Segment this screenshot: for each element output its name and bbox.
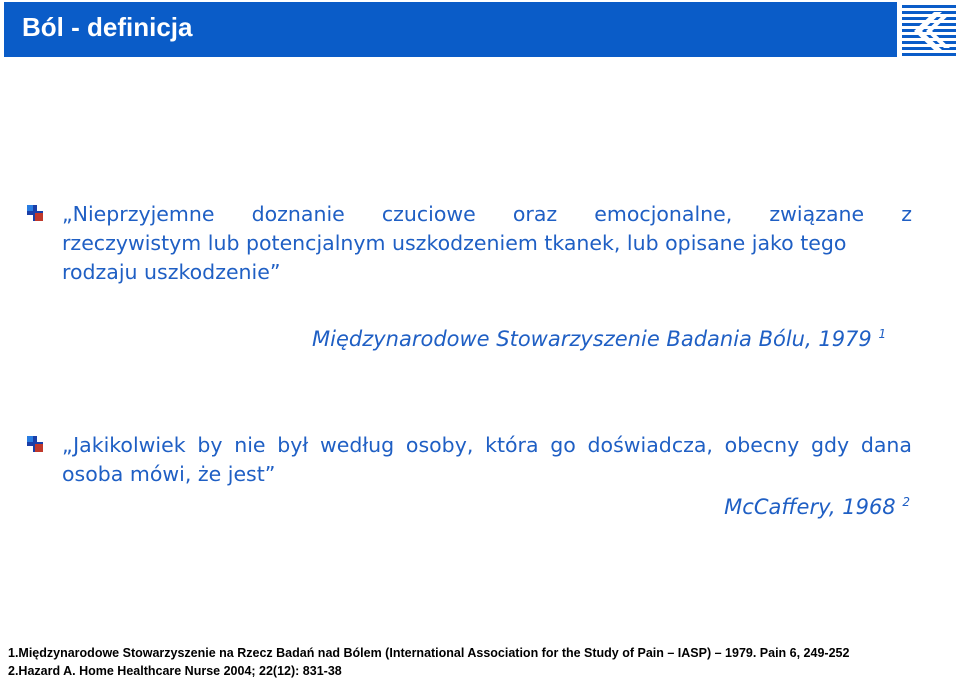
citation-1-ref: 1 xyxy=(878,327,887,341)
bullet-icon xyxy=(26,435,44,453)
title-bar xyxy=(4,2,897,57)
citation-1-text: Międzynarodowe Stowarzyszenie Badania Bólu, 1979 xyxy=(312,327,872,351)
slide-title: Ból - definicja xyxy=(22,12,193,42)
citation-2-text: McCaffery, 1968 xyxy=(724,495,896,519)
definition-quote-1 xyxy=(62,200,912,287)
definition-quote-2 xyxy=(62,431,912,489)
reference-1: 1.Międzynarodowe Stowarzyszenie na Rzecz Badań nad Bólem (International Association for the Study of Pain – IASP) – 1979. Pain 6, 249-252 xyxy=(8,646,850,660)
citation-2-ref: 2 xyxy=(902,495,910,509)
quote2-line-1: „Jakikolwiek by nie był według osoby, która go doświadcza, obecny gdy dana xyxy=(62,433,912,457)
quote1-line-2: rzeczywistym lub potencjalnym uszkodzeniem tkanek, lub opisane jako tego xyxy=(62,231,847,255)
quote2-line-2: osoba mówi, że jest” xyxy=(62,462,276,486)
citation-2 xyxy=(724,495,910,519)
quote1-line-3: rodzaju uszkodzenie” xyxy=(62,260,281,284)
citation-1 xyxy=(312,327,886,351)
quote1-line-1: „Nieprzyjemne doznanie czuciowe oraz emocjonalne, związane z xyxy=(62,202,912,226)
reference-2: 2.Hazard A. Home Healthcare Nurse 2004; 22(12): 831-38 xyxy=(8,664,342,678)
bullet-icon xyxy=(26,204,44,222)
logo-icon xyxy=(900,2,958,60)
